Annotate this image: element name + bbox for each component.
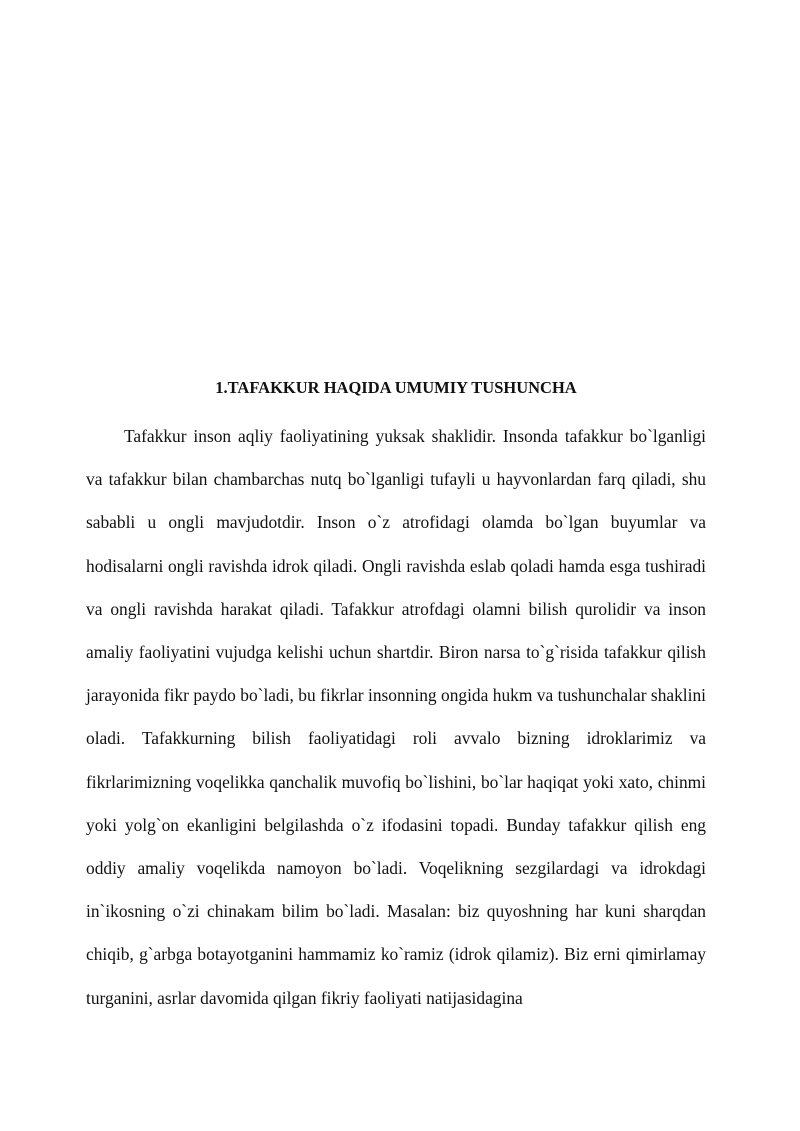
- section-heading: 1.TAFAKKUR HAQIDA UMUMIY TUSHUNCHA: [215, 378, 577, 397]
- body-paragraph: Tafakkur inson aqliy faoliyatining yuksak shaklidir. Insonda tafakkur bo`lganligi va tafakkur bilan chambarchas nutq bo`lganligi tufayli u hayvonlardan farq qiladi, shu sababli u ongli mavjudotdir. Inson o`z atrofidagi olamda bo`lgan buyumlar va hodisalarni ongli ravishda idrok qiladi. Ongli ravishda eslab qoladi hamda esga tushiradi va ongli ravishda harakat qiladi. Tafakkur atrofdagi olamni bilish qurolidir va inson amaliy faoliyatini vujudga kelishi uchun shartdir. Biron narsa to`g`risida tafakkur qilish jarayonida fikr paydo bo`ladi, bu fikrlar insonning ongida hukm va tushunchalar shaklini oladi. Tafakkurning bilish faoliyatidagi roli avvalo bizning idroklarimiz va fikrlarimizning voqelikka qanchalik muvofiq bo`lishini, bo`lar haqiqat yoki xato, chinmi yoki yolg`on ekanligini belgilashda o`z ifodasini topadi. Bunday tafakkur qilish eng oddiy amaliy voqelikda namoyon bo`ladi. Voqelikning sezgilardagi va idrokdagi in`ikosning o`zi chinakam bilim bo`ladi. Masalan: biz quyoshning har kuni sharqdan chiqib, g`arbga botayotganini hammamiz ko`ramiz (idrok qilamiz). Biz erni qimirlamay turganini, asrlar davomida qilgan fikriy faoliyati natijasidagina: [86, 426, 706, 1008]
